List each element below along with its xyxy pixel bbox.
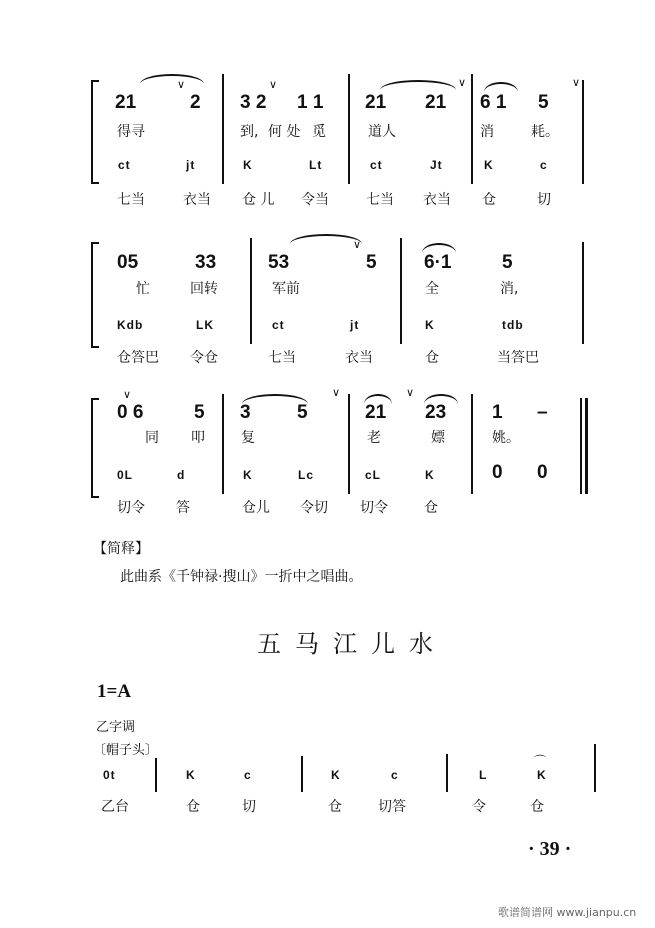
note: 1 1 — [297, 92, 324, 113]
percussion-note: Lt — [309, 158, 323, 172]
breath-mark: ∨ — [572, 76, 581, 89]
note: 5 — [297, 402, 308, 423]
percussion-note: K — [425, 318, 435, 332]
percussion-note: K — [243, 158, 253, 172]
percussion-note: Jt — [430, 158, 443, 172]
note: 0 6 — [117, 402, 144, 423]
barline — [582, 80, 584, 184]
percussion-note: Lc — [298, 468, 315, 482]
percussion-note: tdb — [502, 318, 524, 332]
slur — [140, 74, 204, 84]
percussion-text: 切令 — [360, 500, 388, 516]
slur — [380, 80, 456, 90]
lyric: 姚。 — [492, 430, 520, 446]
intro-label: 〔帽子头〕 — [93, 743, 159, 758]
barline — [582, 242, 584, 344]
percussion-text: 仓 — [425, 350, 439, 366]
percussion-text: 切答 — [378, 799, 406, 815]
barline — [301, 756, 303, 792]
note: 5 — [194, 402, 205, 423]
barline — [155, 758, 157, 792]
percussion-text: 乙台 — [101, 799, 129, 815]
breath-mark: ∨ — [177, 78, 186, 91]
percussion-text: 仓 — [530, 799, 544, 815]
percussion-text: 令当 — [301, 192, 329, 208]
lyric: 嫖 — [431, 430, 445, 446]
note: 2 — [190, 92, 201, 113]
system-bracket — [91, 398, 99, 498]
percussion-text: 当答巴 — [497, 350, 539, 366]
note: 23 — [425, 402, 447, 423]
note: 5 — [366, 252, 377, 273]
breath-mark: ∨ — [353, 238, 362, 251]
percussion-text: 切 — [242, 799, 256, 815]
percussion-note: ct — [370, 158, 383, 172]
breath-mark: ∨ — [406, 386, 415, 399]
lyric: 何 处 — [268, 124, 301, 140]
note: 21 — [365, 92, 387, 113]
percussion-text: 仓 — [424, 500, 438, 516]
percussion-note: c — [244, 768, 252, 782]
percussion-note: jt — [186, 158, 196, 172]
note: 1 — [492, 402, 503, 423]
percussion-note: K — [425, 468, 435, 482]
percussion-text: 令仓 — [190, 350, 218, 366]
lyric: 全 — [425, 281, 439, 297]
final-barline — [580, 398, 582, 494]
lyric: 叩 — [191, 430, 205, 446]
lyric: 忙 — [136, 281, 150, 297]
lyric: 耗。 — [531, 124, 559, 140]
note: – — [537, 402, 548, 423]
note: 21 — [115, 92, 137, 113]
slur — [484, 82, 518, 92]
rest-note: 0 — [492, 462, 503, 483]
note: 6 1 — [480, 92, 507, 113]
barline — [250, 238, 252, 344]
note: 21 — [365, 402, 387, 423]
fermata-mark: ⌒ — [534, 754, 547, 768]
note: 5 — [502, 252, 513, 273]
lyric: 同 — [145, 430, 159, 446]
percussion-text: 衣当 — [183, 192, 211, 208]
lyric: 军前 — [272, 281, 300, 297]
percussion-text: 衣当 — [345, 350, 373, 366]
lyric: 复 — [241, 430, 255, 446]
note-text: 此曲系《千钟禄·搜山》一折中之唱曲。 — [120, 569, 363, 585]
percussion-note: 0L — [117, 468, 134, 482]
note: 53 — [268, 252, 290, 273]
percussion-note: K — [243, 468, 253, 482]
note: 33 — [195, 252, 217, 273]
percussion-note: Kdb — [117, 318, 144, 332]
percussion-note: L — [479, 768, 488, 782]
barline — [222, 394, 224, 494]
slur — [290, 234, 362, 244]
percussion-text: 切 — [537, 192, 551, 208]
key-signature: 1=A — [97, 681, 132, 702]
barline — [222, 74, 224, 184]
note-heading: 【简释】 — [93, 541, 149, 557]
note: 5 — [538, 92, 549, 113]
barline — [348, 74, 350, 184]
percussion-note: ct — [118, 158, 131, 172]
percussion-text: 仓 — [482, 192, 496, 208]
lyric: 消 — [480, 124, 494, 140]
lyric: 得寻 — [117, 124, 145, 140]
percussion-note: K — [331, 768, 341, 782]
barline — [471, 394, 473, 494]
percussion-text: 七当 — [117, 192, 145, 208]
percussion-text: 仓儿 — [242, 500, 270, 516]
percussion-note: K — [484, 158, 494, 172]
percussion-note: cL — [365, 468, 382, 482]
percussion-text: 仓 — [186, 799, 200, 815]
lyric: 老 — [367, 430, 381, 446]
percussion-note: c — [540, 158, 548, 172]
percussion-text: 令切 — [300, 500, 328, 516]
breath-mark: ∨ — [269, 78, 278, 91]
percussion-note: LK — [196, 318, 214, 332]
percussion-note: d — [177, 468, 186, 482]
lyric: 回转 — [190, 281, 218, 297]
breath-mark: ∨ — [332, 386, 341, 399]
note: 21 — [425, 92, 447, 113]
percussion-note: jt — [350, 318, 360, 332]
barline — [594, 744, 596, 792]
rest-note: 0 — [537, 462, 548, 483]
lyric: 到, — [240, 124, 259, 140]
percussion-text: 七当 — [366, 192, 394, 208]
page-number: · 39 · — [528, 838, 572, 860]
percussion-note: K — [186, 768, 196, 782]
watermark: 歌谱简谱网 www.jianpu.cn — [498, 906, 637, 919]
breath-mark: ∨ — [123, 388, 132, 401]
percussion-note: K — [537, 768, 547, 782]
percussion-text: 仓 — [328, 799, 342, 815]
percussion-text: 衣当 — [423, 192, 451, 208]
percussion-note: 0t — [103, 768, 116, 782]
percussion-text: 仓答巴 — [117, 350, 159, 366]
lyric: 道人 — [368, 124, 396, 140]
barline — [446, 754, 448, 792]
system-bracket — [91, 242, 99, 348]
percussion-text: 仓 儿 — [242, 192, 275, 208]
percussion-text: 七当 — [268, 350, 296, 366]
percussion-text: 令 — [472, 799, 486, 815]
percussion-note: ct — [272, 318, 285, 332]
barline — [471, 74, 473, 184]
song-title: 五马江儿水 — [257, 630, 447, 658]
note: 3 — [240, 402, 251, 423]
breath-mark: ∨ — [458, 76, 467, 89]
percussion-note: c — [391, 768, 399, 782]
note: 05 — [117, 252, 139, 273]
lyric: 消, — [500, 281, 519, 297]
note: 3 2 — [240, 92, 267, 113]
percussion-text: 切令 — [117, 500, 145, 516]
lyric: 觅 — [312, 124, 326, 140]
barline — [400, 238, 402, 344]
barline — [348, 394, 350, 494]
final-barline — [585, 398, 588, 494]
system-bracket — [91, 80, 99, 184]
mode-label: 乙字调 — [96, 720, 136, 735]
percussion-text: 答 — [176, 500, 190, 516]
note: 6·1 — [424, 252, 452, 273]
